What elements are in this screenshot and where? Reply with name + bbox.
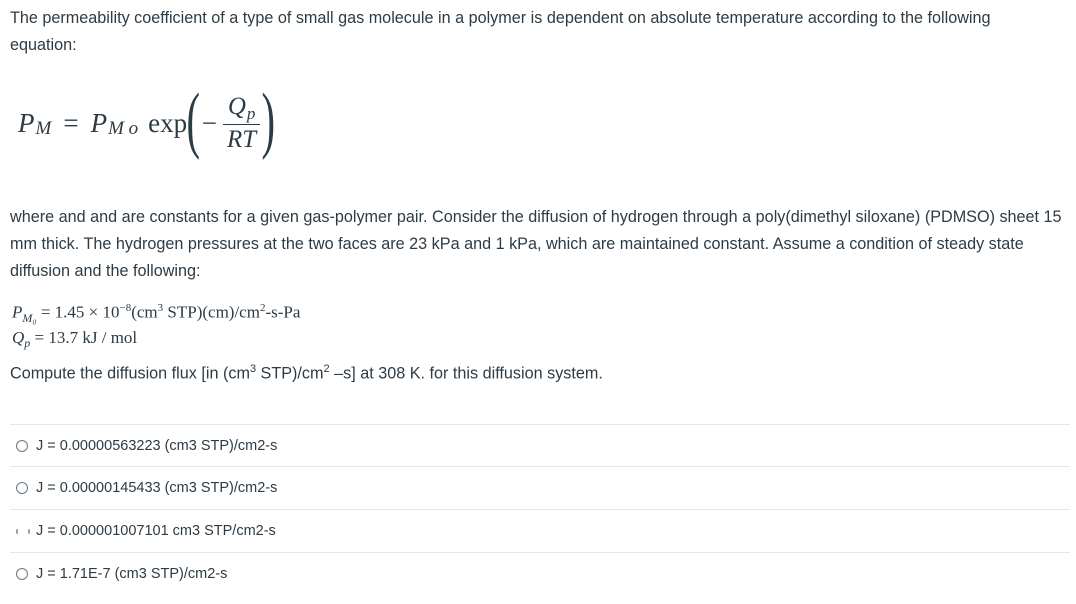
radio-unselected-icon[interactable]	[16, 568, 28, 580]
given-p-symbol: P	[12, 302, 23, 322]
answer-option-label: J = 0.000001007101 cm3 STP/cm2-s	[36, 523, 276, 539]
given-p-unit-exp1: 3	[157, 302, 164, 314]
answer-option-selected[interactable]	[10, 509, 1070, 552]
answer-option-label: J = 1.71E-7 (cm3 STP)/cm2-s	[36, 566, 228, 582]
given-p-exponent: −8	[119, 302, 132, 314]
given-values	[12, 296, 300, 351]
given-p-unit-a: (cm	[131, 302, 158, 322]
compute-text-c: –s] at 308 K. for this diffusion system.	[329, 364, 603, 383]
answer-options	[10, 424, 1070, 595]
given-p-unit-c: -s-Pa	[265, 302, 301, 322]
compute-text-b: STP)/cm	[256, 364, 324, 383]
radio-selected-icon[interactable]	[16, 529, 30, 534]
question-body: where and and are constants for a given gas-polymer pair. Consider the diffusion of hydrogen through a poly(dimethyl siloxane) (PDMSO) sheet 15 mm thick. The hydrogen pressures at the two faces are 23 kPa and 1 kPa, which are maintained constant. Assume a condition of steady state diffusion and the following:	[10, 208, 1062, 280]
answer-option-label: J = 0.00000145433 (cm3 STP)/cm2-s	[36, 480, 278, 496]
radio-unselected-icon[interactable]	[16, 482, 28, 494]
equation-open-paren: (	[186, 79, 201, 161]
equation-rhs-symbol: P	[90, 107, 108, 138]
answer-option[interactable]	[10, 466, 1070, 509]
permeability-equation	[18, 78, 275, 168]
given-permeability-line	[12, 296, 300, 326]
answer-option[interactable]	[10, 424, 1070, 466]
equation-fraction	[223, 92, 260, 155]
equation-rhs-subscript: M o	[108, 118, 139, 139]
equation-numerator-symbol: Q	[227, 92, 246, 120]
given-q-subscript: p	[24, 335, 31, 350]
given-p-unit-exp2: 2	[259, 302, 266, 314]
given-p-subscript: M₀	[22, 310, 37, 325]
equation-lhs-subscript: M	[35, 118, 52, 139]
compute-exp2: 2	[323, 363, 330, 375]
equation-numerator	[224, 92, 260, 124]
question-compute-prompt	[10, 356, 1072, 387]
radio-unselected-icon[interactable]	[16, 440, 28, 452]
compute-exp1: 3	[249, 363, 257, 375]
answer-option[interactable]	[10, 552, 1070, 595]
equation-equals: =	[63, 107, 79, 138]
compute-text-a: Compute the diffusion flux [in (cm	[10, 364, 250, 383]
equation-close-paren: )	[261, 79, 276, 161]
given-p-unit-b: STP)(cm)/cm	[163, 302, 260, 322]
given-p-value: = 1.45 × 10	[36, 302, 120, 322]
equation-lhs-symbol: P	[18, 107, 35, 138]
given-q-value: = 13.7 kJ / mol	[30, 327, 138, 347]
equation-numerator-subscript: p	[246, 103, 256, 123]
answer-option-label: J = 0.00000563223 (cm3 STP)/cm2-s	[36, 437, 278, 454]
equation-denominator: RT	[227, 125, 257, 153]
equation-minus: −	[201, 107, 218, 138]
given-q-symbol: Q	[12, 327, 25, 347]
equation-exp-function: exp	[148, 107, 188, 138]
given-activation-line	[12, 326, 300, 351]
question-intro: The permeability coefficient of a type of small gas molecule in a polymer is dependent on absolute temperature according to the following equation:	[10, 9, 991, 54]
